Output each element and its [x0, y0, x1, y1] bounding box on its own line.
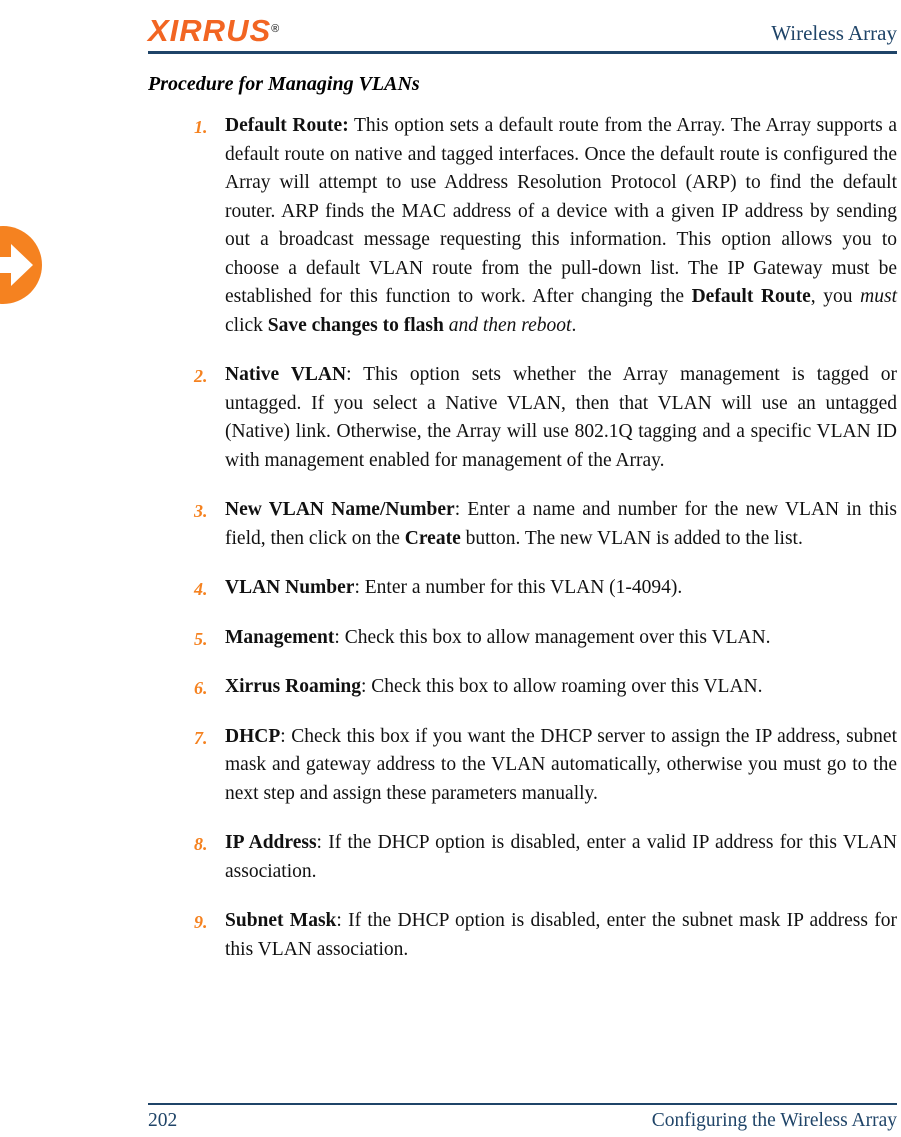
text-segment: .: [571, 314, 577, 336]
page-footer: [148, 1103, 897, 1132]
text-segment: , you: [810, 286, 861, 307]
list-item-text: [225, 364, 897, 471]
list-item-number: 1.: [194, 117, 208, 137]
text-segment: : Check this box to allow roaming over this VLAN.: [360, 676, 763, 697]
list-item-text: [225, 832, 897, 882]
text-segment: and then reboot: [443, 314, 572, 336]
text-segment: VLAN Number: [225, 577, 355, 598]
text-segment: Save changes to flash: [267, 314, 444, 336]
text-segment: : Check this box if you want the DHCP server to assign the IP address, subnet mask and gateway address to the VLAN automatically, otherwise you must go to the next step and assign these parameters manually.: [225, 725, 897, 804]
text-segment: Create: [404, 527, 461, 549]
list-item: [194, 907, 897, 964]
list-item-text: [225, 115, 897, 336]
text-segment: Default Route: [691, 286, 811, 307]
list-item: [194, 574, 897, 603]
margin-arrow-icon: [0, 226, 46, 304]
list-item: [194, 361, 897, 475]
text-segment: : Check this box to allow management over this VLAN.: [334, 626, 771, 648]
text-segment: Native VLAN: [225, 364, 347, 385]
section-title: Procedure for Managing VLANs: [148, 73, 420, 95]
text-segment: IP Address: [225, 832, 317, 853]
list-item-number: 5.: [194, 628, 208, 649]
list-item: [194, 496, 897, 553]
text-segment: : Enter a number for this VLAN (1-4094).: [354, 577, 683, 598]
text-segment: : If the DHCP option is disabled, enter the subnet mask IP address for this VLAN association.: [225, 910, 897, 960]
text-segment: button. The new VLAN is added to the list.: [460, 527, 803, 549]
list-item-text: [225, 676, 762, 697]
footer-rule: [148, 1103, 897, 1105]
list-item-number: 7.: [194, 727, 208, 748]
text-segment: must: [860, 286, 897, 307]
list-item: [194, 624, 897, 653]
text-segment: : If the DHCP option is disabled, enter a valid IP address for this VLAN association.: [225, 832, 897, 882]
list-item-text: [225, 499, 897, 549]
document-title: Wireless Array: [771, 21, 897, 45]
list-item: [194, 673, 897, 702]
text-segment: : This option sets whether the Array management is tagged or untagged. If you select a Native VLAN, then that VLAN will use an untagged (Native) link. Otherwise, the Array will use 802.1Q tagging and a specific VLAN ID with management enabled for management of the Array.: [225, 364, 897, 471]
list-item: [194, 112, 897, 340]
text-segment: New VLAN Name/Number: [225, 499, 455, 520]
header-rule: [148, 51, 897, 54]
procedure-list: [148, 112, 897, 964]
list-item: [194, 829, 897, 886]
list-item-number: 3.: [194, 501, 208, 521]
text-segment: Xirrus Roaming: [225, 676, 361, 697]
text-segment: : Enter a name and number for the new VLAN in this field, then click on the: [225, 499, 897, 549]
text-segment: DHCP: [225, 725, 281, 747]
text-segment: This option sets a default route from the Array. The Array supports a default route on native and tagged interfaces. Once the default route is configured the Array will attempt to use Address Resolution Protocol (ARP) to find the default router. ARP finds the MAC address of a device with a given IP address by sending out a broadcast message requesting this information. This option allows you to choose a default VLAN route from the pull-down list. The IP Gateway must be established for this function to work. After changing the: [225, 115, 897, 307]
registered-trademark-icon: ®: [271, 23, 280, 35]
forward-arrow-icon: [0, 226, 46, 304]
list-item-number: 6.: [194, 678, 208, 698]
list-item-number: 2.: [194, 366, 208, 386]
list-item: [194, 723, 897, 809]
text-segment: Default Route:: [225, 115, 349, 136]
page-header: [148, 14, 897, 48]
list-item-text: [225, 577, 682, 598]
list-item-text: [225, 910, 897, 960]
footer-section-title: Configuring the Wireless Array: [651, 1110, 897, 1131]
xirrus-logo: [148, 14, 279, 48]
page-number: 202: [148, 1110, 178, 1131]
list-item-text: [225, 726, 897, 804]
list-item-number: 4.: [194, 579, 208, 599]
list-item-number: 9.: [194, 912, 208, 932]
text-segment: Management: [225, 626, 335, 648]
list-item-number: 8.: [194, 834, 208, 854]
text-segment: click: [225, 314, 268, 336]
text-segment: Subnet Mask: [225, 910, 337, 931]
logo-text: XIRRUS: [148, 13, 272, 48]
list-item-text: [225, 627, 771, 648]
